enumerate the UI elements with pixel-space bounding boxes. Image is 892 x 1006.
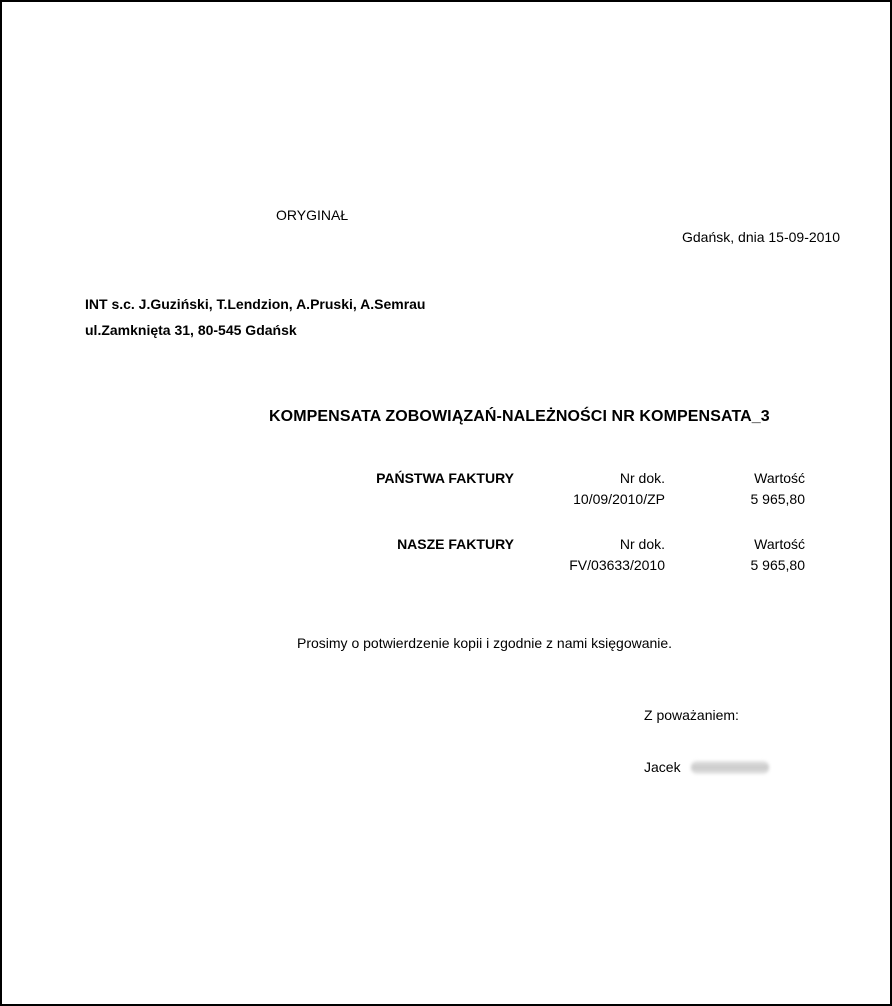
invoice-value: 5 965,80 [750, 557, 805, 573]
value-header: Wartość [754, 536, 805, 552]
doc-number-header: Nr dok. [619, 470, 665, 486]
redacted-surname-blur [691, 761, 769, 774]
value-header: Wartość [754, 470, 805, 486]
doc-number: 10/09/2010/ZP [573, 491, 665, 507]
document-title: KOMPENSATA ZOBOWIĄZAŃ-NALEŻNOŚCI NR KOMPENSATA_3 [269, 408, 770, 425]
copy-label: ORYGINAŁ [276, 207, 349, 223]
company-address: ul.Zamknięta 31, 80-545 Gdańsk [85, 322, 297, 338]
company-name: INT s.c. J.Guziński, T.Lendzion, A.Pruski, A.Semrau [85, 296, 426, 312]
signer-name: Jacek [644, 759, 681, 775]
section-label: PAŃSTWA FAKTURY [376, 470, 514, 486]
invoice-value: 5 965,80 [750, 491, 805, 507]
section-label: NASZE FAKTURY [397, 536, 514, 552]
place-date: Gdańsk, dnia 15-09-2010 [682, 229, 840, 245]
doc-number-header: Nr dok. [619, 536, 665, 552]
closing-greeting: Z poważaniem: [644, 707, 739, 723]
request-text: Prosimy o potwierdzenie kopii i zgodnie z nami księgowanie. [297, 635, 673, 651]
doc-number: FV/03633/2010 [569, 557, 665, 573]
